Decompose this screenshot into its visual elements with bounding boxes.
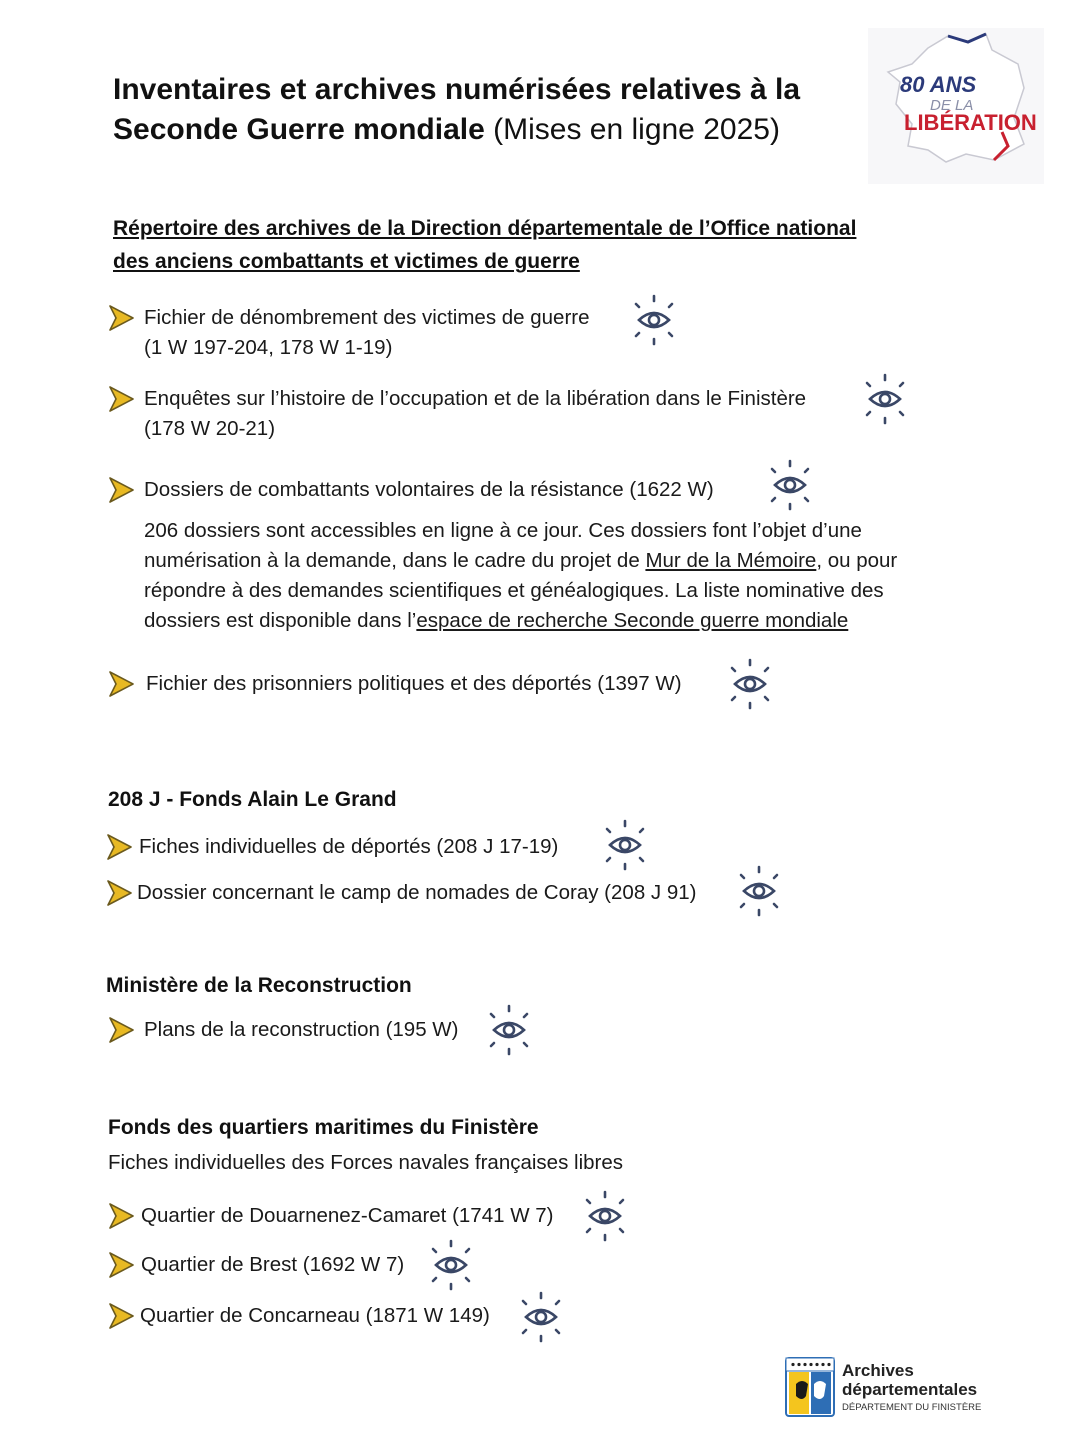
gold-arrow-icon xyxy=(106,1015,136,1045)
eye-icon[interactable] xyxy=(578,1189,632,1243)
eye-icon[interactable] xyxy=(858,372,912,426)
gold-arrow-icon xyxy=(106,1250,136,1280)
section-onacvg-heading-line2: des anciens combattants et victimes de guerre xyxy=(113,250,580,273)
gold-arrow-icon xyxy=(106,384,136,414)
item-label: Fichier des prisonniers politiques et des déportés (1397 W) xyxy=(146,672,682,695)
item-label: Dossiers de combattants volontaires de la résistance (1622 W) xyxy=(144,478,714,501)
section-208j-heading: 208 J - Fonds Alain Le Grand xyxy=(108,788,397,811)
gold-arrow-icon xyxy=(106,1301,136,1331)
list-item xyxy=(104,832,558,862)
item-label: Fichier de dénombrement des victimes de guerre xyxy=(144,306,590,329)
gold-arrow-icon xyxy=(106,475,136,505)
logo-line3: LIBÉRATION xyxy=(904,110,1037,135)
list-item xyxy=(106,669,682,699)
eye-icon[interactable] xyxy=(627,293,681,347)
recherche-seconde-guerre-link[interactable]: espace de recherche Seconde guerre mondiale xyxy=(416,609,849,632)
list-item xyxy=(106,1201,553,1231)
eye-icon[interactable] xyxy=(723,657,777,711)
section-onacvg-heading[interactable] xyxy=(113,212,933,278)
description-text-2: , ou pour répondre à des demandes scientifiques et généalogiques. La liste nominative des dossiers est disponible dans l’ xyxy=(144,549,898,632)
gold-arrow-icon xyxy=(106,1201,136,1231)
eye-icon[interactable] xyxy=(732,864,786,918)
item-reference: (1 W 197-204, 178 W 1-19) xyxy=(144,336,393,359)
footer-logo-line3: DÉPARTEMENT DU FINISTÈRE xyxy=(842,1402,982,1413)
list-item xyxy=(106,1015,458,1045)
section-quartiers-maritimes-heading: Fonds des quartiers maritimes du Finistère xyxy=(108,1116,539,1139)
mur-de-la-memoire-link[interactable]: Mur de la Mémoire xyxy=(645,549,817,572)
list-item xyxy=(106,1301,490,1331)
title-subtitle: (Mises en ligne 2025) xyxy=(484,113,780,146)
80-ans-liberation-logo xyxy=(868,28,1044,184)
item-label: Dossier concernant le camp de nomades de Coray (208 J 91) xyxy=(137,881,697,904)
gold-arrow-icon xyxy=(104,832,134,862)
list-item xyxy=(104,878,697,908)
item-reference: (178 W 20-21) xyxy=(144,417,276,440)
item-label: Plans de la reconstruction (195 W) xyxy=(144,1018,459,1041)
list-item xyxy=(106,384,806,444)
item-label: Enquêtes sur l’histoire de l’occupation et de la libération dans le Finistère xyxy=(144,387,807,410)
eye-icon[interactable] xyxy=(598,818,652,872)
resistance-description xyxy=(144,516,954,636)
list-item xyxy=(106,475,714,505)
section-quartiers-subheading: Fiches individuelles des Forces navales françaises libres xyxy=(108,1151,624,1174)
section-reconstruction-heading: Ministère de la Reconstruction xyxy=(106,974,412,997)
eye-icon[interactable] xyxy=(424,1238,478,1292)
eye-icon[interactable] xyxy=(482,1003,536,1057)
item-label: Quartier de Concarneau (1871 W 149) xyxy=(140,1304,490,1327)
section-onacvg-heading-line1: Répertoire des archives de la Direction départementale de l’Office national xyxy=(113,217,857,240)
logo-line1: 80 ANS xyxy=(900,72,977,97)
eye-icon[interactable] xyxy=(763,458,817,512)
item-label: Quartier de Douarnenez-Camaret (1741 W 7) xyxy=(141,1204,554,1227)
gold-arrow-icon xyxy=(106,303,136,333)
list-item xyxy=(106,303,590,363)
title-bold: Inventaires et archives numérisées relatives à la xyxy=(113,73,801,106)
item-label: Fiches individuelles de déportés (208 J 17-19) xyxy=(139,835,559,858)
footer-logo-line1: Archives xyxy=(842,1361,914,1380)
finistere-coat-of-arms-icon xyxy=(786,1358,834,1416)
logo-line2: DE LA xyxy=(930,97,974,114)
item-label: Quartier de Brest (1692 W 7) xyxy=(141,1253,405,1276)
description-text-1: 206 dossiers sont accessibles en ligne à ce jour. Ces dossiers font l’objet d’une numérisation à la demande, dans le cadre du projet de xyxy=(144,519,862,572)
title-bold-2: Seconde Guerre mondiale xyxy=(113,113,485,146)
archives-departementales-logo xyxy=(784,1356,1004,1420)
gold-arrow-icon xyxy=(104,878,134,908)
footer-logo-line2: départementales xyxy=(842,1380,978,1399)
eye-icon[interactable] xyxy=(514,1290,568,1344)
list-item xyxy=(106,1250,404,1280)
gold-arrow-icon xyxy=(106,669,136,699)
page-title xyxy=(113,70,853,150)
